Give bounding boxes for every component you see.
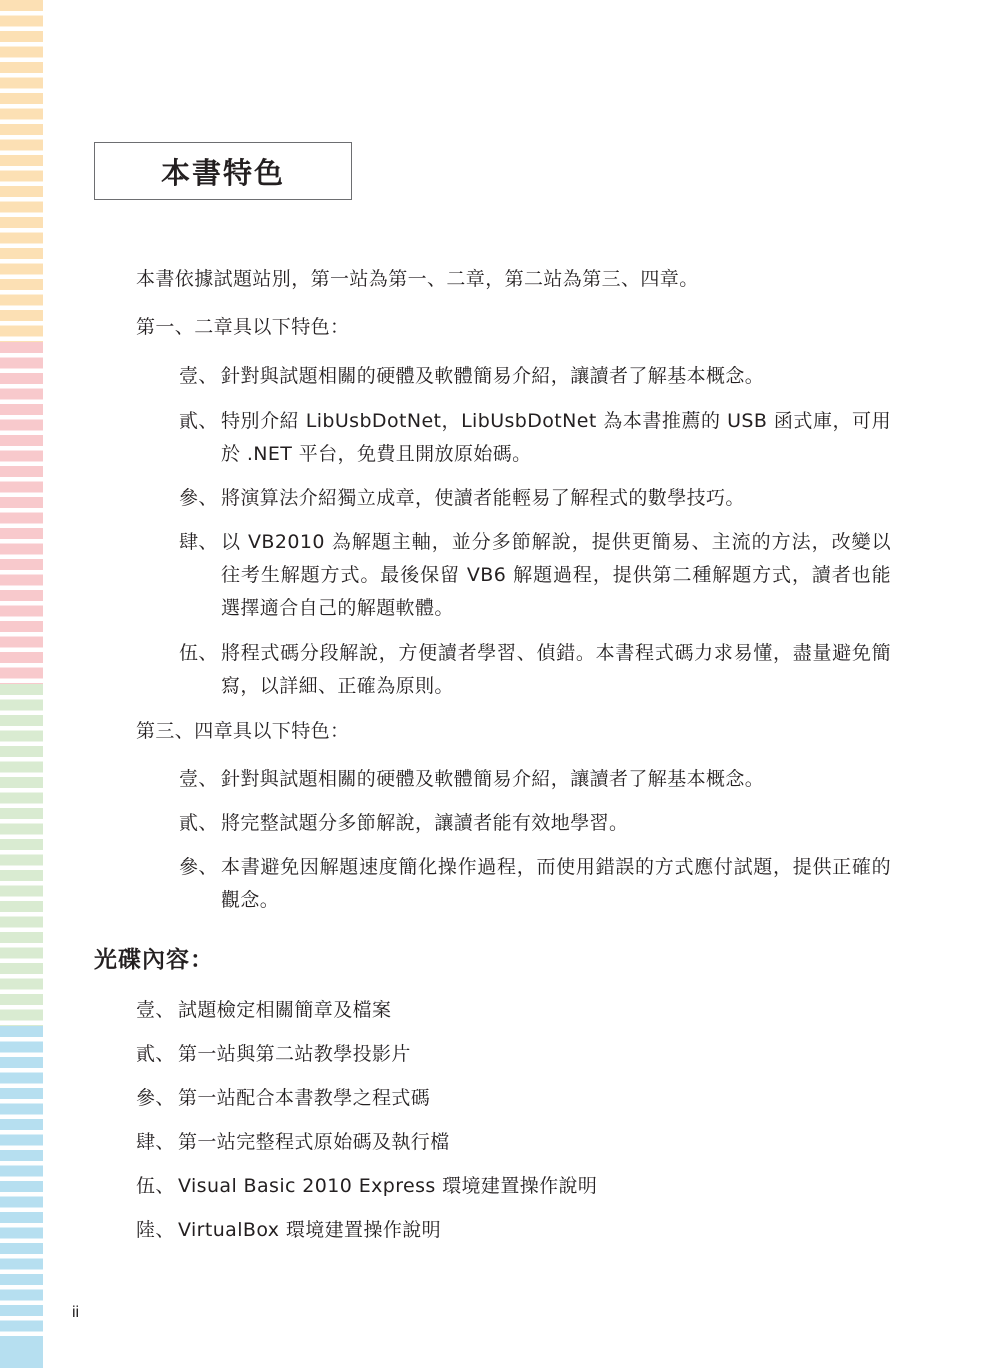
list-item-text: 試題檢定相關簡章及檔案 xyxy=(178,999,392,1021)
cd-list-item xyxy=(136,1125,450,1159)
part2-heading: 第三、四章具以下特色： xyxy=(136,720,350,742)
list-marker: 參、 xyxy=(179,856,218,878)
decorative-stripe-margin xyxy=(0,0,43,1368)
list-item-text: 第一站配合本書教學之程式碼 xyxy=(178,1087,431,1109)
list-item-text: 本書避免因解題速度簡化操作過程，而使用錯誤的方式應付試題，提供正確的觀念。 xyxy=(221,856,891,911)
cd-list-item xyxy=(136,1037,411,1071)
list-marker: 伍、 xyxy=(179,642,218,664)
stripe-blue xyxy=(0,1026,43,1368)
list-item-text: 特別介紹 LibUsbDotNet，LibUsbDotNet 為本書推薦的 USB 函式庫，可用於 .NET 平台，免費且開放原始碼。 xyxy=(221,410,891,465)
stripe-blue-footer xyxy=(0,1340,43,1368)
part2-list-item xyxy=(179,851,891,917)
list-marker: 肆、 xyxy=(179,531,218,553)
list-marker: 貳、 xyxy=(179,410,218,432)
part2-list-item xyxy=(179,807,891,840)
stripe-green xyxy=(0,684,43,1026)
list-item-text: 第一站與第二站教學投影片 xyxy=(178,1043,411,1065)
list-marker: 壹、 xyxy=(136,999,175,1021)
list-item-text: 將程式碼分段解說，方便讀者學習、偵錯。本書程式碼力求易懂，盡量避免簡寫，以詳細、正確為原則。 xyxy=(221,642,891,697)
list-item-text: Visual Basic 2010 Express 環境建置操作說明 xyxy=(178,1175,598,1197)
page-number: ii xyxy=(72,1304,80,1321)
list-marker: 參、 xyxy=(136,1087,175,1109)
part1-heading: 第一、二章具以下特色： xyxy=(136,316,350,338)
intro-paragraph: 本書依據試題站別，第一站為第一、二章，第二站為第三、四章。 xyxy=(136,268,699,290)
part1-list-item xyxy=(179,637,891,703)
part1-list-item xyxy=(179,405,891,471)
cd-list-item xyxy=(136,1213,441,1247)
cd-list-item xyxy=(136,1081,430,1115)
list-item-text: 以 VB2010 為解題主軸，並分多節解說，提供更簡易、主流的方法，改變以往考生解題方式。最後保留 VB6 解題過程，提供第二種解題方式，讀者也能選擇適合自己的解題軟體。 xyxy=(221,531,891,619)
list-marker: 陸、 xyxy=(136,1219,175,1241)
part2-list-item xyxy=(179,763,891,796)
list-marker: 參、 xyxy=(179,487,218,509)
list-marker: 伍、 xyxy=(136,1175,175,1197)
list-marker: 肆、 xyxy=(136,1131,175,1153)
list-item-text: 第一站完整程式原始碼及執行檔 xyxy=(178,1131,450,1153)
section-title: 本書特色 xyxy=(94,142,352,200)
cd-list-item xyxy=(136,993,391,1027)
cd-list-item xyxy=(136,1169,597,1203)
cd-contents-heading: 光碟內容： xyxy=(94,947,214,973)
stripe-orange xyxy=(0,0,43,342)
part1-list-item xyxy=(179,482,891,515)
stripe-pink xyxy=(0,342,43,684)
part1-list-item xyxy=(179,526,891,625)
list-marker: 貳、 xyxy=(179,812,218,834)
list-item-text: 針對與試題相關的硬體及軟體簡易介紹，讓讀者了解基本概念。 xyxy=(221,365,765,387)
list-marker: 貳、 xyxy=(136,1043,175,1065)
list-item-text: 將演算法介紹獨立成章，使讀者能輕易了解程式的數學技巧。 xyxy=(221,487,745,509)
list-item-text: 針對與試題相關的硬體及軟體簡易介紹，讓讀者了解基本概念。 xyxy=(221,768,765,790)
list-marker: 壹、 xyxy=(179,365,218,387)
list-item-text: 將完整試題分多節解說，讓讀者能有效地學習。 xyxy=(221,812,629,834)
list-item-text: VirtualBox 環境建置操作說明 xyxy=(178,1219,442,1241)
part1-list-item xyxy=(179,360,891,393)
list-marker: 壹、 xyxy=(179,768,218,790)
